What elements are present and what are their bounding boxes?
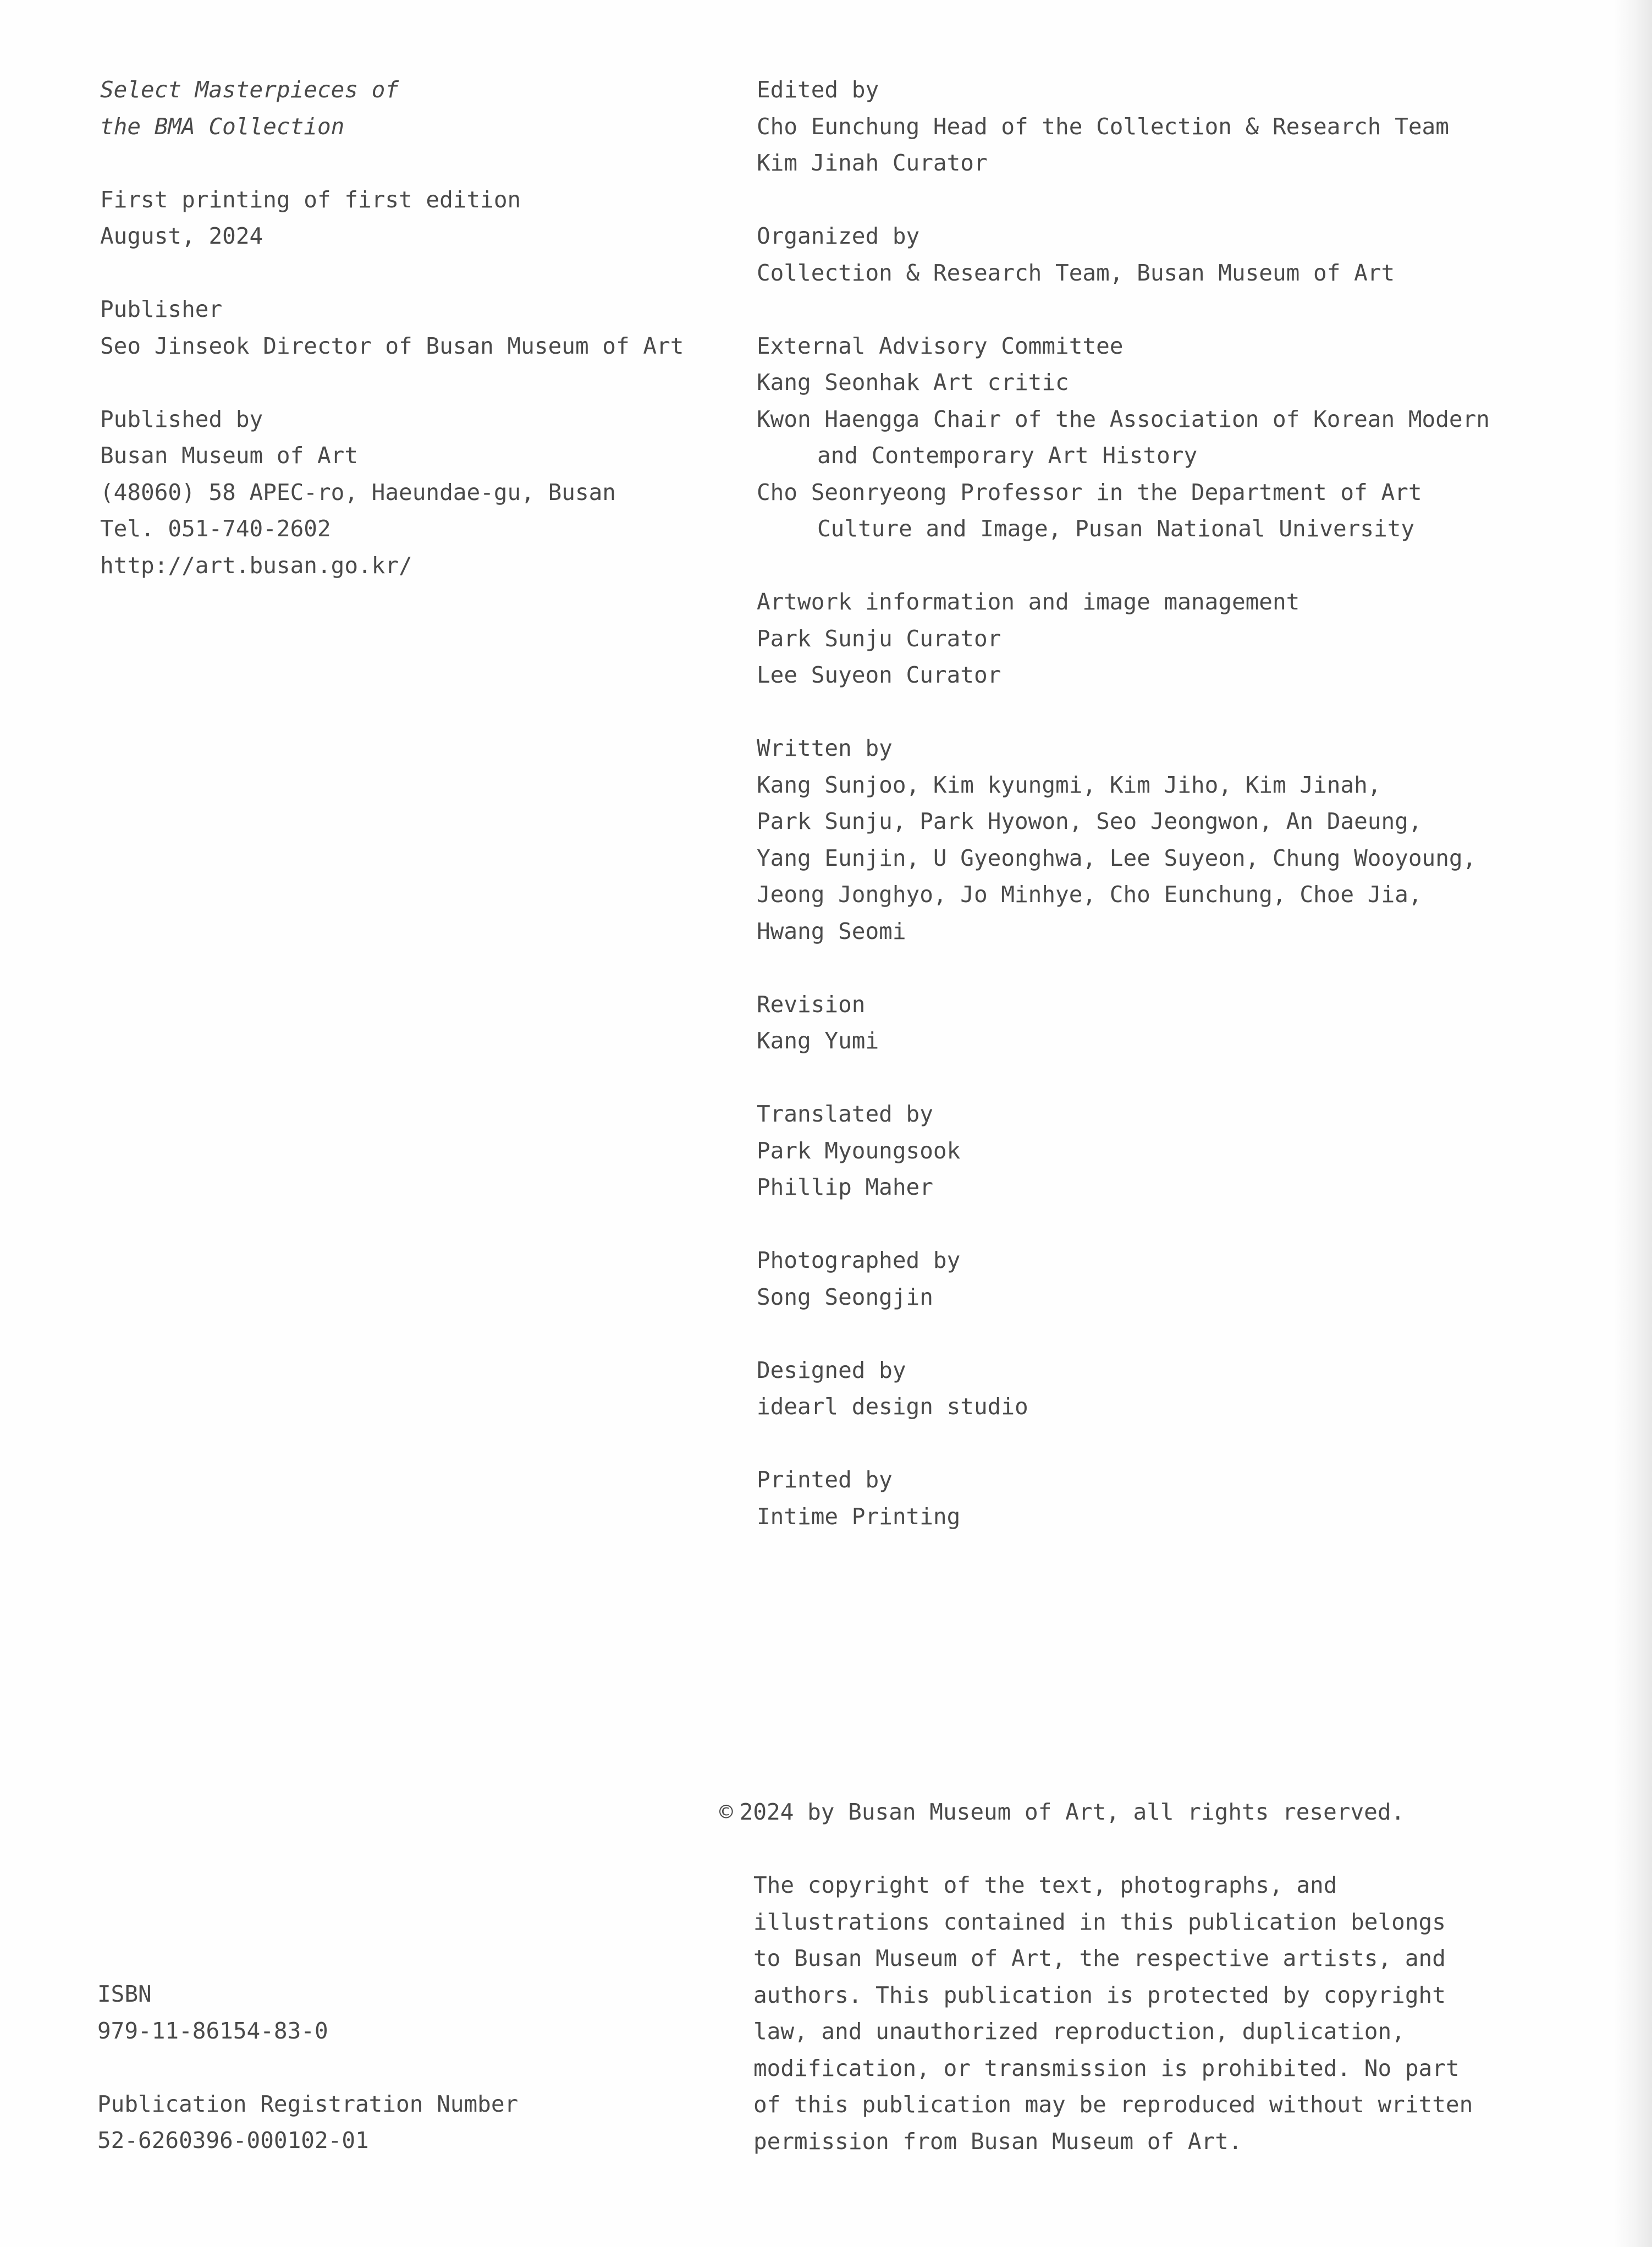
copyright-body-line: law, and unauthorized reproduction, duplication, [753,2018,1405,2045]
published-by-tel: Tel. 051-740-2602 [100,515,331,542]
copyright-symbol: © [719,1799,733,1825]
copyright-body-line: of this publication may be reproduced without written [753,2091,1473,2118]
edited-by-section [757,72,1490,182]
copyright-body [753,1867,1473,2160]
edited-by-line: Cho Eunchung Head of the Collection & Research Team [757,113,1449,140]
organized-by-section [757,218,1490,291]
advisory-member: Cho Seonryeong Professor in the Department of Art [757,479,1422,506]
organized-by-label: Organized by [757,223,920,249]
publisher-value: Seo Jinseok Director of Busan Museum of Art [100,332,684,359]
photographed-by-label: Photographed by [757,1247,961,1273]
advisory-committee-section [757,328,1490,547]
copyright-body-line: modification, or transmission is prohibited. No part [753,2054,1460,2081]
copyright-body-line: permission from Busan Museum of Art. [753,2128,1242,2155]
registration-value: 52-6260396-000102-01 [97,2127,369,2153]
written-by-label: Written by [757,735,893,761]
printing-edition: First printing of first edition [100,186,521,213]
copyright-body-line: illustrations contained in this publication belongs [753,1908,1446,1935]
published-by-address: (48060) 58 APEC-ro, Haeundae-gu, Busan [100,479,616,506]
advisory-member-continued: and Contemporary Art History [817,442,1198,469]
photographed-by-section [757,1242,1490,1315]
copyright-body-line: to Busan Museum of Art, the respective artists, and [753,1945,1446,1971]
revision-section [757,986,1490,1059]
advisory-member-continued: Culture and Image, Pusan National University [817,515,1415,542]
translated-by-label: Translated by [757,1101,933,1127]
published-by-label: Published by [100,405,263,432]
artwork-info-line: Lee Suyeon Curator [757,662,1001,688]
copyright-heading [719,1794,1405,1831]
printed-by-label: Printed by [757,1466,893,1493]
advisory-member: Kang Seonhak Art critic [757,369,1069,395]
isbn-value: 979-11-86154-83-0 [97,2017,328,2044]
translated-by-section [757,1096,1490,1206]
written-by-line: Jeong Jonghyo, Jo Minhye, Cho Eunchung, Choe Jia, [757,881,1422,908]
right-column-credits [757,72,1490,1572]
translated-by-line: Phillip Maher [757,1174,933,1200]
publisher-label: Publisher [100,296,223,322]
published-by-name: Busan Museum of Art [100,442,358,469]
published-by-url[interactable]: http://art.busan.go.kr/ [100,552,412,579]
page-edge-shadow [1614,0,1652,2247]
isbn-section [97,1976,518,2049]
organized-by-line: Collection & Research Team, Busan Museum of Art [757,259,1395,286]
printing-info [100,182,684,255]
left-column-top [100,72,684,620]
printed-by-line: Intime Printing [757,1503,961,1530]
written-by-line: Yang Eunjin, U Gyeonghwa, Lee Suyeon, Chung Wooyoung, [757,844,1477,871]
book-title [100,72,684,145]
designed-by-section [757,1352,1490,1425]
registration-section [97,2086,518,2159]
published-by-section [100,401,684,584]
isbn-label: ISBN [97,1981,152,2007]
revision-line: Kang Yumi [757,1028,879,1054]
book-title-line-2: the BMA Collection [100,113,345,140]
publisher-section [100,291,684,364]
revision-label: Revision [757,991,866,1018]
photographed-by-line: Song Seongjin [757,1283,933,1310]
written-by-line: Kang Sunjoo, Kim kyungmi, Kim Jiho, Kim Jinah, [757,771,1381,798]
artwork-info-line: Park Sunju Curator [757,625,1001,652]
advisory-label: External Advisory Committee [757,332,1124,359]
artwork-info-section [757,584,1490,694]
edited-by-label: Edited by [757,76,879,103]
copyright-body-line: authors. This publication is protected by copyright [753,1981,1446,2008]
copyright-notice [719,1794,1405,1867]
designed-by-label: Designed by [757,1356,906,1383]
printed-by-section [757,1462,1490,1535]
left-column-bottom [97,1976,518,2195]
copyright-body-line: The copyright of the text, photographs, and [753,1872,1337,1898]
registration-label: Publication Registration Number [97,2090,519,2117]
book-title-line-1: Select Masterpieces of [100,76,399,103]
artwork-info-label: Artwork information and image management [757,589,1300,615]
designed-by-line: idearl design studio [757,1393,1028,1420]
copyright-text: 2024 by Busan Museum of Art, all rights reserved. [739,1799,1405,1825]
copyright-line [719,1794,1405,1831]
translated-by-line: Park Myoungsook [757,1137,961,1164]
written-by-section [757,730,1490,949]
written-by-line: Hwang Seomi [757,918,906,944]
printing-date: August, 2024 [100,223,263,249]
written-by-line: Park Sunju, Park Hyowon, Seo Jeongwon, An Daeung, [757,808,1422,834]
edited-by-line: Kim Jinah Curator [757,150,988,176]
advisory-member: Kwon Haengga Chair of the Association of Korean Modern [757,405,1490,432]
